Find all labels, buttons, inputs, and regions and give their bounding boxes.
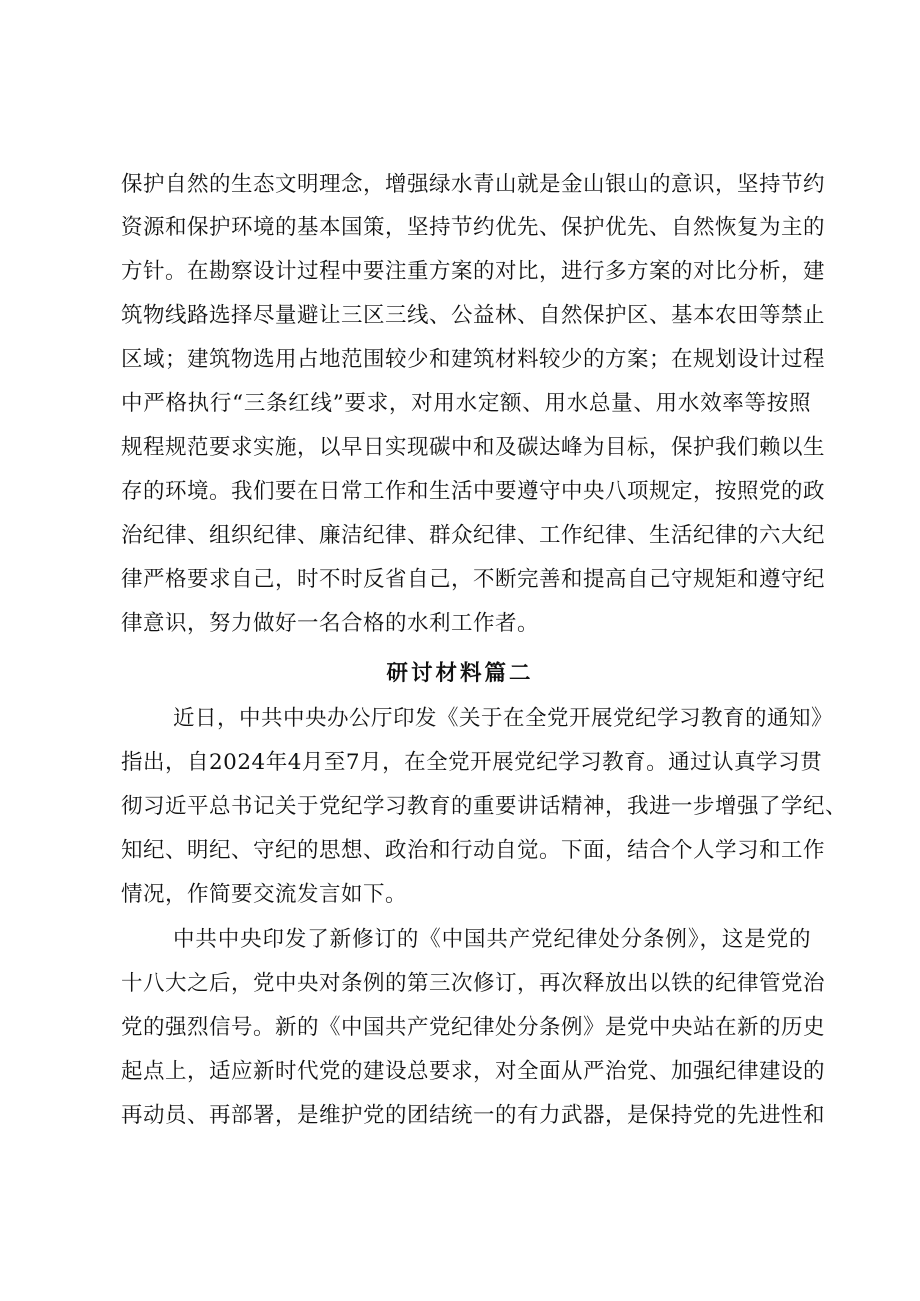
paragraph-3-line: 起点上，适应新时代党的建设总要求，对全面从严治党、加强纪律建设的 <box>121 1059 826 1084</box>
paragraph-3-line: 中共中央印发了新修订的《中国共产党纪律处分条例》，这是党的 <box>173 927 811 952</box>
paragraph-1-line: 治纪律、组织纪律、廉洁纪律、群众纪律、工作纪律、生活纪律的六大纪 <box>121 523 826 548</box>
paragraph-3-line: 党的强烈信号。新的《中国共产党纪律处分条例》是党中央站在新的历史 <box>121 1015 826 1040</box>
paragraph-2-line: 知纪、明纪、守纪的思想、政治和行动自觉。下面，结合个人学习和工作 <box>121 838 826 863</box>
paragraph-1-line: 律意识，努力做好一名合格的水利工作者。 <box>121 611 540 636</box>
section-heading: 研讨材料篇二 <box>386 661 534 686</box>
paragraph-1-line: 保护自然的生态文明理念，增强绿水青山就是金山银山的意识，坚持节约 <box>121 172 826 197</box>
paragraph-1-line: 存的环境。我们要在日常工作和生活中要遵守中央八项规定，按照党的政 <box>121 479 826 504</box>
paragraph-1-line: 律严格要求自己，时不时反省自己，不断完善和提高自己守规矩和遵守纪 <box>121 567 826 592</box>
paragraph-3-line: 再动员、再部署，是维护党的团结统一的有力武器，是保持党的先进性和 <box>121 1103 826 1128</box>
paragraph-1-line: 中严格执行“三条红线”要求，对用水定额、用水总量、用水效率等按照 <box>121 391 811 416</box>
paragraph-3-line: 十八大之后，党中央对条例的第三次修订，再次释放出以铁的纪律管党治 <box>121 971 826 996</box>
paragraph-1-line: 方针。在勘察设计过程中要注重方案的对比，进行多方案的对比分析，建 <box>121 259 826 284</box>
paragraph-2-line: 近日，中共中央办公厅印发《关于在全党开展党纪学习教育的通知》 <box>173 706 834 731</box>
paragraph-1-line: 区域；建筑物选用占地范围较少和建筑材料较少的方案；在规划设计过程 <box>121 347 826 372</box>
paragraph-1-line: 规程规范要求实施，以早日实现碳中和及碳达峰为目标，保护我们赖以生 <box>121 435 826 460</box>
paragraph-1-line: 筑物线路选择尽量避让三区三线、公益林、自然保护区、基本农田等禁止 <box>121 303 826 328</box>
paragraph-2-line: 彻习近平总书记关于党纪学习教育的重要讲话精神，我进一步增强了学纪、 <box>121 794 848 819</box>
paragraph-2-line: 情况，作简要交流发言如下。 <box>121 882 408 907</box>
paragraph-1-line: 资源和保护环境的基本国策，坚持节约优先、保护优先、自然恢复为主的 <box>121 215 826 240</box>
paragraph-2-line: 指出，自2024年4月至7月，在全党开展党纪学习教育。通过认真学习贯 <box>121 750 823 775</box>
